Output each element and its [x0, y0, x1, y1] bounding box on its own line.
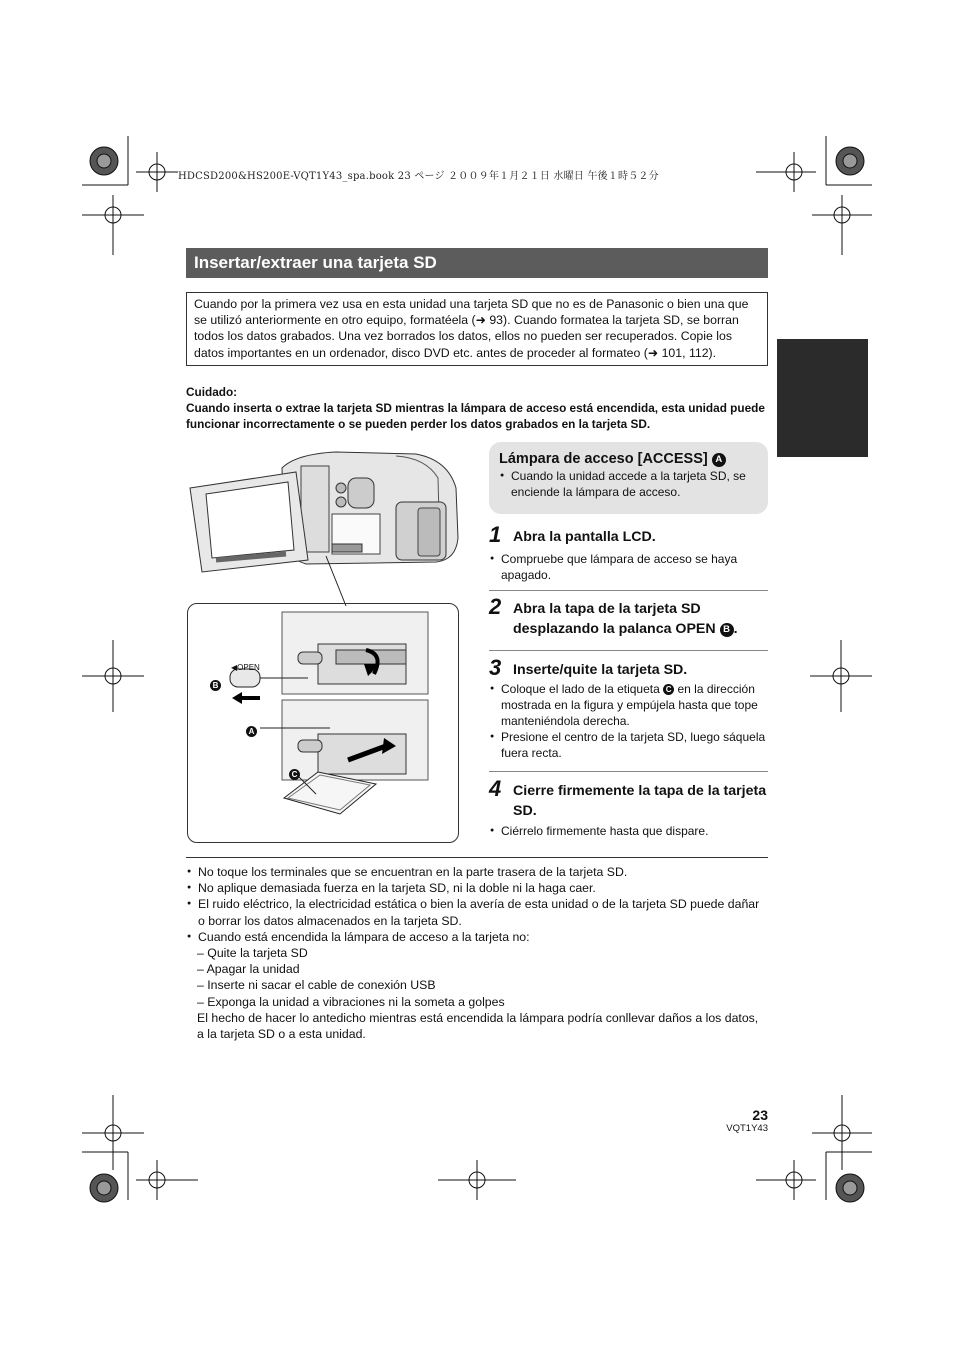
camcorder-illustration: [186, 448, 466, 608]
note-dash-item: – Apagar la unidad: [197, 962, 300, 977]
open-lever-label: ◀OPEN: [231, 663, 260, 672]
note-item: ● No aplique demasiada fuerza en la tarjeta SD, ni la doble ni la haga caer.: [186, 880, 766, 896]
step-2: [489, 594, 768, 639]
note-closing: El hecho de hacer lo antedicho mientras está encendida la lámpara podría conllevar daños a los datos, a la tarjeta SD o a esta unidad.: [197, 1010, 759, 1042]
note-item: ● No toque los terminales que se encuentran en la parte trasera de la tarjeta SD.: [186, 864, 766, 880]
step-title: Abra la tapa de la tarjeta SD desplazando la palanca OPEN B .: [513, 601, 738, 637]
access-lamp-title: Lámpara de acceso [ACCESS] A: [499, 450, 758, 468]
section-title: Insertar/extraer una tarjeta SD: [186, 248, 768, 278]
step-number: 1: [489, 522, 502, 547]
step-title: Cierre firmemente la tapa de la tarjeta SD.: [513, 783, 767, 819]
marker-b-icon: B: [720, 623, 734, 637]
print-header: HDCSD200&HS200E-VQT1Y43_spa.book 23 ページ ２００９年１月２１日 水曜日 午後１時５２分: [178, 171, 659, 182]
marker-c-icon: C: [663, 684, 674, 695]
step-number: 2: [489, 594, 502, 619]
step-number: 3: [489, 655, 502, 680]
marker-c-figure: C: [289, 765, 300, 783]
chapter-side-tab: [777, 339, 868, 457]
step-title: Abra la pantalla LCD.: [513, 529, 656, 545]
access-lamp-box: [489, 442, 768, 514]
step-title: Inserte/quite la tarjeta SD.: [513, 662, 688, 678]
step-4: [489, 776, 768, 839]
formatting-notice-text: Cuando por la primera vez usa en esta unidad una tarjeta SD que no es de Panasonic o bien una que se utilizó anteriormente en otro equipo, formatéela (➜ 93). Cuando formatea la tarjeta SD, se borran todos los datos grabados. Una vez borrados los datos, ellos no pueden ser recuperados. Copie los datos importantes en un ordenador, disco DVD etc. antes de proceder al formateo (➜ 101, 112).: [194, 297, 749, 360]
formatting-notice-box: [186, 292, 768, 366]
step-divider: [489, 771, 768, 772]
marker-a-icon: A: [712, 453, 726, 467]
notes-divider: [186, 857, 768, 858]
caution-text: Cuando inserta o extrae la tarjeta SD mientras la lámpara de acceso está encendida, esta unidad puede funcionar incorrectamente o se pueden perder los datos grabados en la tarjeta SD.: [186, 401, 765, 431]
note-dash-item: – Inserte ni sacar el cable de conexión USB: [197, 978, 436, 993]
note-dash-item: – Exponga la unidad a vibraciones ni la someta a golpes: [197, 994, 505, 1009]
step-3: [489, 655, 768, 761]
step-bullet: ● Ciérrelo firmemente hasta que dispare.: [489, 823, 768, 839]
access-lamp-note: ● Cuando la unidad accede a la tarjeta SD, se enciende la lámpara de acceso.: [499, 468, 758, 500]
caution-label: Cuidado:: [186, 385, 238, 399]
step-1: [489, 522, 768, 583]
sd-card-insertion-diagram: [188, 604, 458, 842]
step-bullet: ● Coloque el lado de la etiqueta C en la dirección mostrada en la figura y empújela hasta que tope manteniéndola derecha.: [489, 681, 768, 729]
marker-a-figure: A: [246, 722, 257, 740]
step-divider: [489, 650, 768, 651]
page-number: 23: [752, 1107, 768, 1123]
note-item: ● Cuando está encendida la lámpara de acceso a la tarjeta no:: [186, 929, 766, 945]
notes-list: [186, 864, 766, 1042]
model-code: VQT1Y43: [726, 1123, 768, 1134]
step-bullet: ● Presione el centro de la tarjeta SD, luego sáquela fuera recta.: [489, 729, 768, 761]
note-item: ● El ruido eléctrico, la electricidad estática o bien la avería de esta unidad o de la tarjeta SD puede dañar o borrar los datos almacenados en la tarjeta SD.: [186, 896, 766, 928]
caution-block: [186, 384, 772, 432]
step-bullet: ● Compruebe que lámpara de acceso se haya apagado.: [489, 551, 768, 583]
step-number: 4: [489, 776, 502, 801]
marker-b-figure: B: [210, 676, 221, 694]
note-dash-item: – Quite la tarjeta SD: [197, 946, 308, 961]
step-divider: [489, 590, 768, 591]
